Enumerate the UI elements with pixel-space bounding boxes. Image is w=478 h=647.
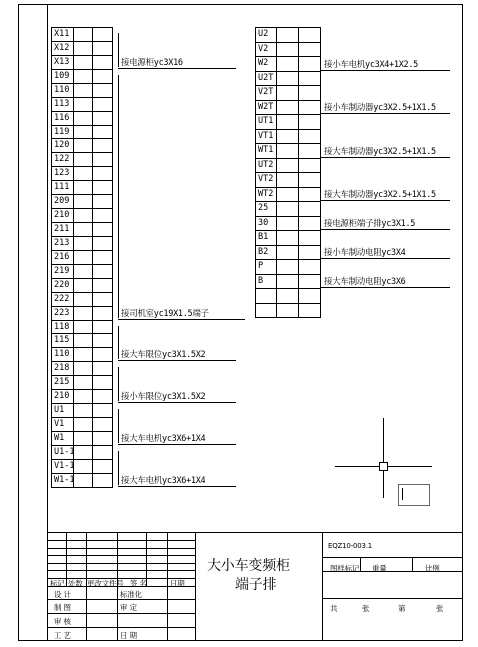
right-connection-label: 接小车制动器yc3X2.5+1X1.5 xyxy=(324,103,436,113)
right-label-underline xyxy=(320,287,450,288)
left-terminal-label: 215 xyxy=(54,377,70,387)
left-table-row-line xyxy=(51,375,113,376)
right-table-row-line xyxy=(255,172,321,173)
title-block-line xyxy=(360,557,361,571)
right-label-underline xyxy=(320,157,450,158)
left-table-row-line xyxy=(51,250,113,251)
right-table-row-line xyxy=(255,317,321,318)
frame-outer-left xyxy=(18,4,19,641)
left-terminal-label: 119 xyxy=(54,127,70,137)
left-group-bracket xyxy=(118,75,119,318)
stage-label: 图样标记 xyxy=(330,564,360,573)
left-label-underline xyxy=(118,444,236,445)
left-table-row-line xyxy=(51,27,113,28)
left-table-row-line xyxy=(51,320,113,321)
right-group-bracket xyxy=(320,120,321,156)
left-terminal-label: X13 xyxy=(54,57,70,67)
sig-design: 设 计 xyxy=(54,590,71,599)
right-table-row-line xyxy=(255,158,321,159)
left-group-bracket xyxy=(118,33,119,67)
sig-col-line xyxy=(167,586,168,641)
sig-approve: 审 定 xyxy=(120,603,137,612)
rev-header-docno: 更改文件号 xyxy=(87,579,124,588)
sig-date: 日 期 xyxy=(120,631,137,640)
right-table-row-line xyxy=(255,71,321,72)
right-table-row-line xyxy=(255,187,321,188)
sig-standard: 标准化 xyxy=(120,590,142,599)
left-table-row-line xyxy=(51,125,113,126)
drawing-number: EQZ10-003.1 xyxy=(328,542,373,550)
left-connection-label: 接小车限位yc3X1.5X2 xyxy=(121,392,206,402)
sig-process: 工 艺 xyxy=(54,631,71,640)
cursor-caret xyxy=(402,488,403,500)
left-terminal-label: 111 xyxy=(54,182,70,192)
left-terminal-label: 220 xyxy=(54,280,70,290)
right-table-row-line xyxy=(255,216,321,217)
revision-row-line xyxy=(47,548,195,549)
right-terminal-label: UT2 xyxy=(258,160,274,170)
right-table-row-line xyxy=(255,129,321,130)
left-terminal-label: W1-1 xyxy=(54,475,75,485)
left-terminal-label: 216 xyxy=(54,252,70,262)
right-terminal-label: B xyxy=(258,276,264,286)
total-label: 共 xyxy=(330,604,338,613)
right-terminal-label: U2 xyxy=(258,29,269,39)
weight-label: 重量 xyxy=(372,564,387,573)
left-terminal-label: X12 xyxy=(54,43,70,53)
left-table-row-line xyxy=(51,97,113,98)
left-group-bracket xyxy=(118,409,119,443)
left-connection-label: 接司机室yc19X1.5端子 xyxy=(121,309,209,319)
scale-label: 比例 xyxy=(425,564,440,573)
left-table-row-line xyxy=(51,417,113,418)
right-terminal-label: VT2 xyxy=(258,174,274,184)
left-terminal-label: 118 xyxy=(54,322,70,332)
crosshair-pick-box xyxy=(379,462,388,471)
rev-header-date: 日期 xyxy=(170,579,185,588)
left-table-row-line xyxy=(51,208,113,209)
right-table-row-line xyxy=(255,288,321,289)
left-terminal-label: 110 xyxy=(54,349,70,359)
left-table-row-line xyxy=(51,138,113,139)
right-terminal-label: VT1 xyxy=(258,131,274,141)
left-table-row-line xyxy=(51,487,113,488)
left-table-row-line xyxy=(51,111,113,112)
title-block-line xyxy=(322,557,463,558)
left-table-row-line xyxy=(51,236,113,237)
left-group-bracket xyxy=(118,451,119,485)
right-group-bracket xyxy=(320,164,321,199)
right-table-row-line xyxy=(255,42,321,43)
left-terminal-label: 123 xyxy=(54,168,70,178)
right-terminal-label: 30 xyxy=(258,218,269,228)
left-terminal-label: 120 xyxy=(54,140,70,150)
revision-col-line xyxy=(66,532,67,586)
left-table-row-line xyxy=(51,445,113,446)
left-table-row-line xyxy=(51,403,113,404)
right-terminal-label: W2 xyxy=(258,58,269,68)
left-table-row-line xyxy=(51,152,113,153)
right-connection-label: 接小车电机yc3X4+1X2.5 xyxy=(324,60,418,70)
left-terminal-label: 113 xyxy=(54,99,70,109)
right-group-bracket xyxy=(320,33,321,69)
sig-col-line xyxy=(117,586,118,641)
right-label-underline xyxy=(320,113,450,114)
right-table-row-line xyxy=(255,245,321,246)
title-block-line xyxy=(47,627,195,628)
sig-col-line xyxy=(86,586,87,641)
left-terminal-label: V1-1 xyxy=(54,461,75,471)
left-label-underline xyxy=(118,360,236,361)
left-terminal-label: W1 xyxy=(54,433,65,443)
left-terminal-label: 116 xyxy=(54,113,70,123)
right-terminal-label: B2 xyxy=(258,247,269,257)
rev-header-sign: 签 名 xyxy=(130,579,147,588)
left-table-row-line xyxy=(51,41,113,42)
left-terminal-label: 219 xyxy=(54,266,70,276)
left-table-row-line xyxy=(51,431,113,432)
frame-bottom xyxy=(18,640,463,641)
right-connection-label: 接大车制动器yc3X2.5+1X1.5 xyxy=(324,147,436,157)
right-terminal-label: WT2 xyxy=(258,189,274,199)
left-table-row-line xyxy=(51,166,113,167)
frame-top xyxy=(18,4,463,5)
left-table-row-line xyxy=(51,333,113,334)
frame-inner-left xyxy=(47,4,48,641)
right-label-underline xyxy=(320,70,450,71)
right-table-row-line xyxy=(255,114,321,115)
right-terminal-label: P xyxy=(258,261,264,271)
left-label-underline xyxy=(118,402,236,403)
title-block-line xyxy=(412,557,413,571)
right-table-row-line xyxy=(255,259,321,260)
left-table-row-line xyxy=(51,347,113,348)
revision-row-line xyxy=(47,563,195,564)
title-block-line xyxy=(322,598,463,599)
left-table-row-line xyxy=(51,55,113,56)
left-terminal-label: 211 xyxy=(54,224,70,234)
right-table-row-line xyxy=(255,27,321,28)
right-terminal-label: UT1 xyxy=(258,116,274,126)
left-terminal-label: V1 xyxy=(54,419,65,429)
right-group-bracket xyxy=(320,77,321,112)
right-group-bracket xyxy=(320,265,321,286)
left-connection-label: 接大车电机yc3X6+1X4 xyxy=(121,476,206,486)
left-terminal-label: U1-1 xyxy=(54,447,75,457)
sheet-sheets-label: 张 xyxy=(436,604,444,613)
title-block-line xyxy=(47,613,195,614)
right-group-bracket xyxy=(320,236,321,257)
revision-row-line xyxy=(47,540,195,541)
left-terminal-label: 109 xyxy=(54,71,70,81)
left-table-row-line xyxy=(51,278,113,279)
left-table-row-line xyxy=(51,180,113,181)
left-terminal-label: 222 xyxy=(54,294,70,304)
left-group-bracket xyxy=(118,326,119,359)
left-label-underline xyxy=(118,486,236,487)
right-label-underline xyxy=(320,200,450,201)
frame-right xyxy=(462,4,463,641)
left-terminal-label: 218 xyxy=(54,363,70,373)
left-table-row-line xyxy=(51,389,113,390)
right-connection-label: 接大车制动器yc3X2.5+1X1.5 xyxy=(324,190,436,200)
drawing-title-line2: 端子排 xyxy=(235,577,277,593)
left-terminal-label: 210 xyxy=(54,391,70,401)
left-group-bracket xyxy=(118,367,119,401)
right-connection-label: 接电源柜端子排yc3X1.5 xyxy=(324,219,416,229)
right-table-row-line xyxy=(255,303,321,304)
title-block-divider-1 xyxy=(195,532,196,641)
revision-row-line xyxy=(47,570,195,571)
right-terminal-label: 25 xyxy=(258,203,269,213)
right-group-bracket xyxy=(320,207,321,228)
left-table-row-line xyxy=(51,83,113,84)
drawing-title-line1: 大小车变频柜 xyxy=(207,558,290,574)
left-terminal-label: 209 xyxy=(54,196,70,206)
left-table-row-line xyxy=(51,292,113,293)
right-table-row-line xyxy=(255,100,321,101)
left-label-underline xyxy=(118,68,236,69)
left-terminal-label: 115 xyxy=(54,335,70,345)
left-table-row-line xyxy=(51,222,113,223)
left-connection-label: 接大车限位yc3X1.5X2 xyxy=(121,350,206,360)
left-terminal-label: 110 xyxy=(54,85,70,95)
rev-header-mark: 标记 xyxy=(50,579,65,588)
left-terminal-label: 122 xyxy=(54,154,70,164)
right-connection-label: 接大车制动电阻yc3X6 xyxy=(324,277,406,287)
sheet-label: 第 xyxy=(398,604,406,613)
title-block-divider-2 xyxy=(322,532,323,641)
left-table-row-line xyxy=(51,459,113,460)
right-terminal-label: V2T xyxy=(258,87,274,97)
sig-check: 审 核 xyxy=(54,617,71,626)
left-table-row-line xyxy=(51,473,113,474)
rev-header-count: 处数 xyxy=(68,579,83,588)
left-terminal-label: 210 xyxy=(54,210,70,220)
title-block-top xyxy=(47,532,463,533)
right-table-row-line xyxy=(255,230,321,231)
left-table-row-line xyxy=(51,194,113,195)
left-table-row-line xyxy=(51,361,113,362)
right-label-underline xyxy=(320,229,450,230)
right-table-row-line xyxy=(255,85,321,86)
right-terminal-label: W2T xyxy=(258,102,274,112)
left-table-row-line xyxy=(51,264,113,265)
crosshair-vertical xyxy=(383,418,384,498)
revision-col-line xyxy=(167,532,168,586)
right-terminal-label: B1 xyxy=(258,232,269,242)
left-label-underline xyxy=(118,319,245,320)
sig-drawing: 制 图 xyxy=(54,603,71,612)
right-table-row-line xyxy=(255,274,321,275)
left-terminal-label: X11 xyxy=(54,29,70,39)
right-table-row-line xyxy=(255,201,321,202)
left-table-row-line xyxy=(51,306,113,307)
left-terminal-label: 213 xyxy=(54,238,70,248)
left-terminal-label: 223 xyxy=(54,308,70,318)
left-connection-label: 接大车电机yc3X6+1X4 xyxy=(121,434,206,444)
right-table-row-line xyxy=(255,143,321,144)
sheets-label: 张 xyxy=(362,604,370,613)
left-table-row-line xyxy=(51,69,113,70)
right-terminal-label: U2T xyxy=(258,73,274,83)
right-label-underline xyxy=(320,258,450,259)
left-connection-label: 接电源柜yc3X16 xyxy=(121,58,183,68)
right-connection-label: 接小车制动电阻yc3X4 xyxy=(324,248,406,258)
left-terminal-label: U1 xyxy=(54,405,65,415)
right-terminal-label: WT1 xyxy=(258,145,274,155)
right-terminal-label: V2 xyxy=(258,44,269,54)
revision-row-line xyxy=(47,555,195,556)
right-table-row-line xyxy=(255,56,321,57)
